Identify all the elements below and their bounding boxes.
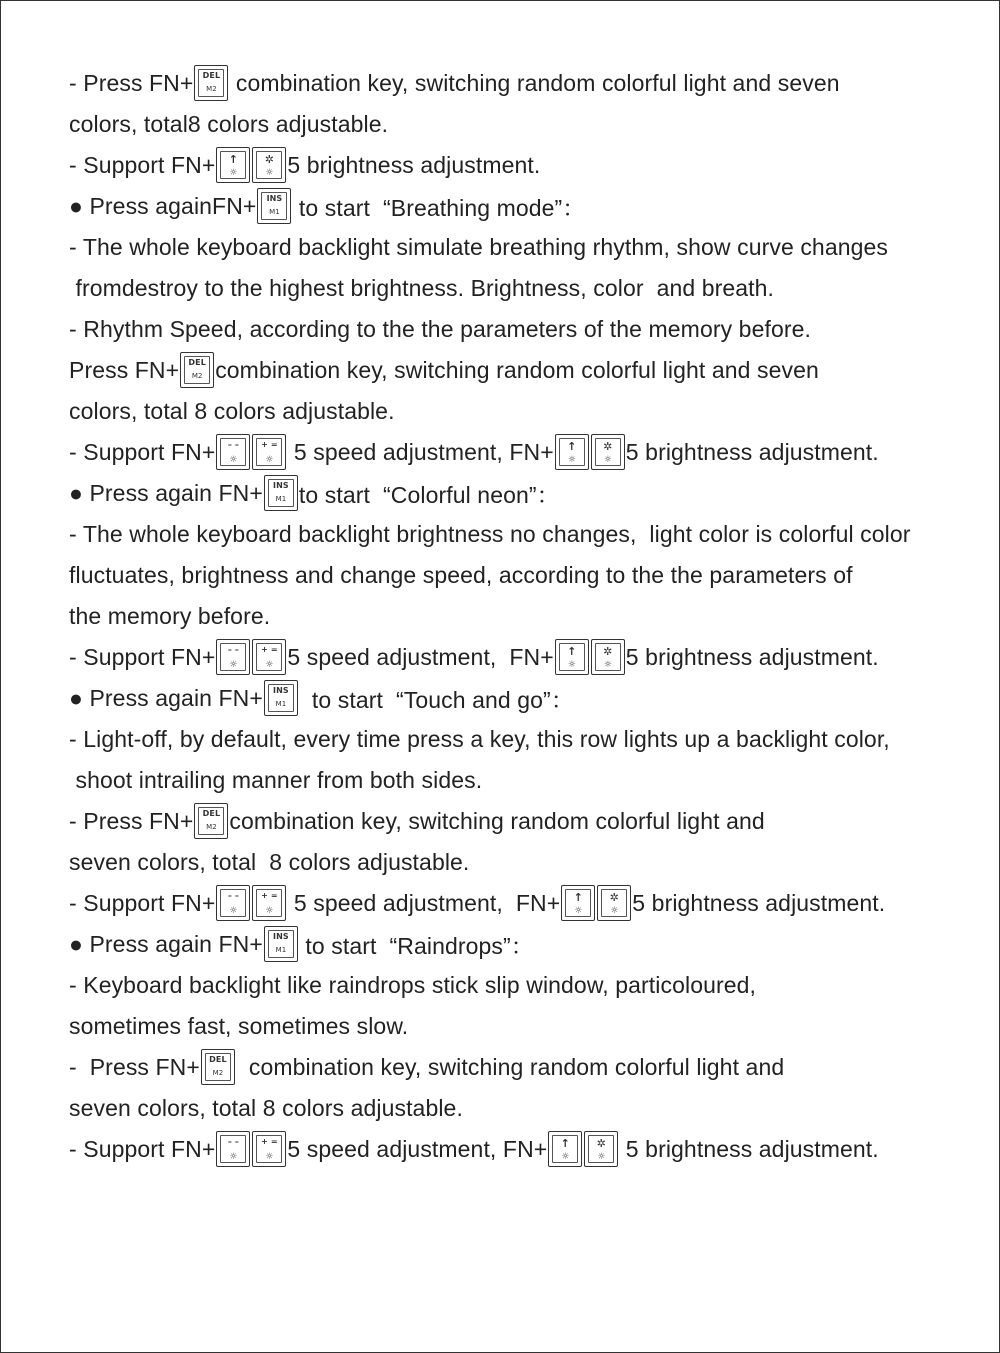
up-key-icon — [561, 885, 595, 921]
text-segment: 5 speed adjustment, FN+ — [287, 438, 554, 465]
text-line — [69, 268, 774, 308]
right-key-icon — [252, 639, 286, 675]
del-key-icon — [180, 352, 214, 388]
text-segment: ● Press again FN+ — [69, 684, 263, 711]
text-segment: - Support FN+ — [69, 889, 216, 916]
key-top-legend: ✲ — [603, 440, 613, 453]
text-line — [69, 63, 840, 103]
key-bottom-legend: ☼ — [567, 660, 576, 670]
del-key-icon — [194, 65, 228, 101]
text-segment: the memory before. — [69, 602, 271, 629]
key-bottom-legend: M1 — [275, 700, 287, 708]
text-line — [69, 350, 819, 390]
key-top-legend: INS — [273, 932, 289, 941]
key-top-legend: ↑ — [560, 1137, 570, 1150]
text-segment: - Press FN+ — [69, 1053, 200, 1080]
text-segment: combination key, switching random colorful light and seven — [215, 356, 819, 383]
key-bottom-legend: M2 — [206, 823, 217, 831]
key-bottom-legend: ☼ — [265, 660, 274, 670]
text-line — [69, 1088, 463, 1128]
key-bottom-legend: ☼ — [574, 906, 583, 916]
key-bottom-legend: M2 — [206, 85, 217, 93]
key-bottom-legend: ☼ — [567, 455, 576, 465]
del-key-icon — [201, 1049, 235, 1085]
key-bottom-legend: ☼ — [229, 906, 238, 916]
text-line — [69, 514, 911, 554]
text-segment: to start “Breathing mode”： — [292, 194, 586, 221]
up-key-icon — [555, 639, 589, 675]
text-segment: fluctuates, brightness and change speed, according to the the parameters of — [69, 561, 853, 588]
text-segment: 5 brightness adjustment. — [619, 1135, 879, 1162]
text-segment: - Support FN+ — [69, 643, 216, 670]
text-segment: - Rhythm Speed, according to the the parameters of the memory before. — [69, 315, 811, 342]
up-key-icon — [216, 147, 250, 183]
left-key-icon — [216, 885, 250, 921]
up-key-icon — [555, 434, 589, 470]
key-top-legend: + = — [261, 891, 278, 900]
key-bottom-legend: M1 — [275, 495, 287, 503]
key-top-legend: + = — [261, 440, 278, 449]
down-key-icon — [591, 639, 625, 675]
up-key-icon — [548, 1131, 582, 1167]
key-top-legend: ✲ — [264, 153, 275, 166]
ins-key-icon — [257, 188, 291, 224]
key-top-legend: INS — [273, 481, 289, 490]
text-segment: Press FN+ — [69, 356, 180, 383]
text-segment: 5 brightness adjustment. — [625, 643, 879, 670]
text-segment: fromdestroy to the highest brightness. Brightness, color and breath. — [69, 274, 775, 301]
left-key-icon — [216, 1131, 250, 1167]
down-key-icon — [597, 885, 631, 921]
text-segment: 5 brightness adjustment. — [287, 151, 541, 178]
text-line — [69, 1047, 784, 1087]
down-key-icon — [591, 434, 625, 470]
text-line — [69, 309, 811, 349]
del-key-icon — [194, 803, 228, 839]
key-bottom-legend: ☼ — [265, 455, 274, 465]
text-line — [69, 227, 888, 267]
text-segment: - Keyboard backlight like raindrops stick slip window, particoloured, — [69, 971, 757, 998]
key-bottom-legend: ☼ — [597, 1152, 606, 1162]
text-line — [69, 965, 756, 1005]
key-top-legend: ✲ — [603, 645, 613, 658]
text-segment: combination key, switching random colorful light and seven — [229, 69, 840, 96]
key-top-legend: ↑ — [228, 153, 239, 166]
text-segment: to start “Colorful neon”： — [298, 481, 560, 508]
text-line — [69, 637, 879, 677]
text-line — [69, 186, 585, 226]
text-line — [69, 719, 890, 759]
text-line — [69, 1129, 879, 1169]
key-top-legend: DEL — [202, 809, 221, 818]
key-top-legend: – – — [227, 645, 239, 654]
key-bottom-legend: ☼ — [610, 906, 619, 916]
left-key-icon — [216, 434, 250, 470]
text-segment: ● Press again FN+ — [69, 479, 263, 506]
key-bottom-legend: ☼ — [561, 1152, 570, 1162]
text-line — [69, 104, 388, 144]
text-line — [69, 145, 540, 185]
text-line — [69, 678, 574, 718]
key-top-legend: DEL — [188, 358, 206, 367]
key-top-legend: – – — [227, 1137, 239, 1146]
text-segment: 5 brightness adjustment. — [625, 438, 879, 465]
text-segment: sometimes fast, sometimes slow. — [69, 1012, 409, 1039]
text-segment: ● Press again FN+ — [69, 930, 263, 957]
key-top-legend: ✲ — [596, 1137, 606, 1150]
text-line — [69, 596, 270, 636]
key-bottom-legend: ☼ — [265, 1152, 274, 1162]
text-line — [69, 432, 879, 472]
text-segment: seven colors, total 8 colors adjustable. — [69, 1094, 463, 1121]
key-bottom-legend: ☼ — [229, 660, 238, 670]
text-segment: - The whole keyboard backlight simulate breathing rhythm, show curve changes — [69, 233, 888, 260]
text-line — [69, 842, 469, 882]
text-segment: 5 speed adjustment, FN+ — [287, 889, 561, 916]
key-bottom-legend: ☼ — [265, 906, 274, 916]
text-line — [69, 883, 885, 923]
right-key-icon — [252, 434, 286, 470]
key-top-legend: DEL — [209, 1055, 227, 1064]
key-bottom-legend: M1 — [275, 946, 287, 954]
key-top-legend: + = — [261, 645, 278, 654]
text-line — [69, 473, 560, 513]
text-segment: colors, total 8 colors adjustable. — [69, 397, 395, 424]
key-bottom-legend: ☼ — [229, 1152, 238, 1162]
text-segment: seven colors, total 8 colors adjustable. — [69, 848, 470, 875]
key-top-legend: + = — [261, 1137, 278, 1146]
text-segment: to start “Touch and go”： — [298, 686, 574, 713]
ins-key-icon — [264, 475, 298, 511]
text-segment: - Light-off, by default, every time press a key, this row lights up a backlight color, — [69, 725, 890, 752]
text-segment: - Press FN+ — [69, 69, 194, 96]
key-bottom-legend: ☼ — [603, 455, 612, 465]
text-line — [69, 1006, 408, 1046]
key-top-legend: ↑ — [573, 891, 583, 904]
text-segment: - Support FN+ — [69, 151, 216, 178]
key-bottom-legend: M1 — [269, 208, 280, 216]
text-segment: - Press FN+ — [69, 807, 194, 834]
text-line — [69, 555, 853, 595]
key-top-legend: ↑ — [567, 645, 577, 658]
ins-key-icon — [264, 926, 298, 962]
key-bottom-legend: ☼ — [603, 660, 612, 670]
key-bottom-legend: ☼ — [265, 168, 274, 178]
key-top-legend: INS — [266, 194, 283, 203]
right-key-icon — [252, 1131, 286, 1167]
text-segment: combination key, switching random colorful light and — [235, 1053, 785, 1080]
key-bottom-legend: ☼ — [229, 455, 238, 465]
text-line — [69, 924, 534, 964]
left-key-icon — [216, 639, 250, 675]
ins-key-icon — [264, 680, 298, 716]
key-top-legend: DEL — [202, 71, 221, 80]
text-segment: - The whole keyboard backlight brightness no changes, light color is colorful color — [69, 520, 911, 547]
text-segment: - Support FN+ — [69, 438, 216, 465]
text-line — [69, 801, 765, 841]
key-top-legend: ✲ — [609, 891, 619, 904]
text-segment: - Support FN+ — [69, 1135, 216, 1162]
right-key-icon — [252, 885, 286, 921]
key-top-legend: ↑ — [567, 440, 577, 453]
key-bottom-legend: ☼ — [229, 168, 238, 178]
text-segment: 5 speed adjustment, FN+ — [287, 643, 554, 670]
text-line — [69, 760, 482, 800]
key-bottom-legend: M2 — [212, 1069, 224, 1077]
key-bottom-legend: M2 — [191, 372, 203, 380]
key-top-legend: – – — [227, 891, 239, 900]
text-segment: to start “Raindrops”： — [298, 932, 534, 959]
down-key-icon — [584, 1131, 618, 1167]
text-segment: ● Press againFN+ — [69, 192, 257, 219]
text-segment: colors, total8 colors adjustable. — [69, 110, 389, 137]
text-line — [69, 391, 395, 431]
text-segment: 5 brightness adjustment. — [632, 889, 886, 916]
down-key-icon — [252, 147, 286, 183]
key-top-legend: INS — [273, 686, 289, 695]
text-segment: shoot intrailing manner from both sides. — [69, 766, 483, 793]
text-segment: combination key, switching random colorful light and — [229, 807, 765, 834]
key-top-legend: – – — [227, 440, 239, 449]
text-segment: 5 speed adjustment, FN+ — [287, 1135, 548, 1162]
